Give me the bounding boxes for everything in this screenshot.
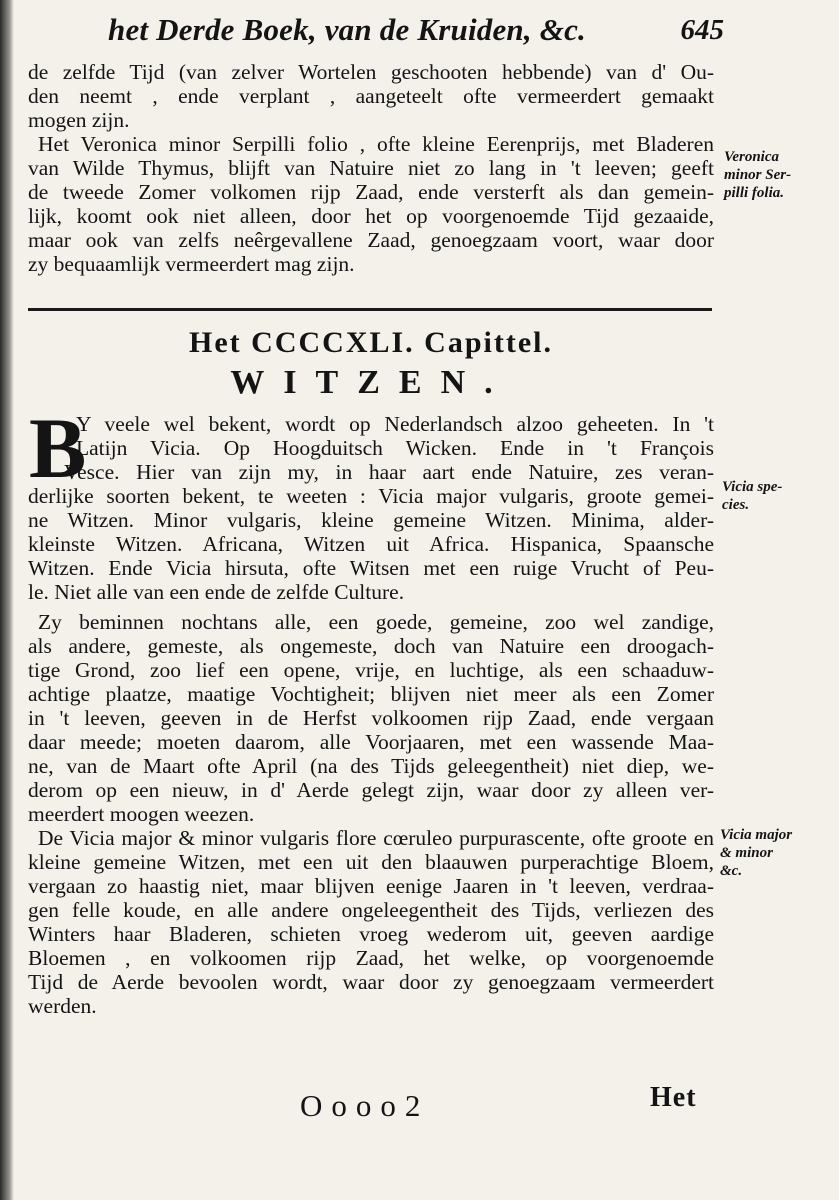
- text-line: zy bequaamlijk vermeerdert mag zijn.: [28, 252, 355, 276]
- drop-cap: B: [29, 400, 87, 496]
- text-line: in 't leeven, geeven in de Herfst volkoomen rijp Zaad, ende vergaan: [28, 706, 714, 730]
- margin-note-veronica: [724, 148, 791, 202]
- text-line: kleine gemeine Witzen, met een uit den blaauwen purperachtige Bloem,: [28, 850, 714, 874]
- text-line: De Vicia major & minor vulgaris flore cœruleo purpurascente, ofte groote en: [38, 826, 714, 850]
- margin-note-line: Veronica: [724, 149, 780, 165]
- text-line: derom op een nieuw, in d' Aerde gelegt zijn, waar door zy alleen ver-: [28, 778, 714, 802]
- text-line: Bloemen , en volkoomen rijp Zaad, het welke, op voorgenoemde: [28, 946, 714, 970]
- margin-note-line: & minor: [720, 845, 773, 861]
- text-line: mogen zijn.: [28, 108, 130, 132]
- text-line: daar meede; moeten daarom, alle Voorjaaren, met een wassende Maa-: [28, 730, 714, 754]
- text-line: als andere, gemeste, als ongemeste, doch van Natuire een droogach-: [28, 634, 714, 658]
- text-line: Winters haar Bladeren, schieten vroeg wederom uit, geeven aardige: [28, 922, 714, 946]
- text-line: vergaan zo haastig niet, maar blijven eenige Jaaren in 't leeven, verdraa-: [28, 874, 714, 898]
- text-line: achtige plaatze, maatige Vochtigheit; blijven niet meer als een Zomer: [28, 682, 714, 706]
- section-divider: [28, 308, 712, 311]
- text-line: tige Grond, zoo lief een opene, vrije, en luchtige, als een schaaduw-: [28, 658, 714, 682]
- text-line: de tweede Zomer volkomen rijp Zaad, ende versterft als dan gemein-: [28, 180, 714, 204]
- text-line: van Wilde Thymus, blijft van Natuire niet zo lang in 't leeven; geeft: [28, 156, 714, 180]
- text-line: derlijke soorten bekent, te weeten : Vicia major vulgaris, groote gemei-: [28, 484, 714, 508]
- paragraph-2: [28, 610, 714, 826]
- running-title: het Derde Boek, van de Kruiden, &c.: [108, 12, 586, 47]
- margin-note-line: pilli folia.: [724, 185, 784, 201]
- margin-note-line: Vicia spe-: [722, 479, 783, 495]
- margin-note-line: &c.: [720, 863, 743, 879]
- text-line: meerdert moogen weezen.: [28, 802, 255, 826]
- text-line: kleinste Witzen. Africana, Witzen uit Africa. Hispanica, Spaansche: [28, 532, 714, 556]
- intro-text: [28, 60, 714, 276]
- chapter-title: WITZEN.: [230, 364, 512, 401]
- text-line: ne, van de Maart ofte April (na des Tijds geleegentheit) niet diep, we-: [28, 754, 714, 778]
- margin-note-line: Vicia major: [720, 827, 793, 843]
- catchword: Het: [650, 1082, 697, 1113]
- text-line: ne Witzen. Minor vulgaris, kleine gemeine Witzen. Minima, alder-: [28, 508, 714, 532]
- text-line: le. Niet alle van een ende de zelfde Culture.: [28, 580, 405, 604]
- text-line: den neemt , ende verplant , aangeteelt ofte vermeerdert gemaakt: [28, 84, 714, 108]
- text-line: Witzen. Ende Vicia hirsuta, ofte Witsen met een ruige Vrucht of Peu-: [28, 556, 714, 580]
- text-line: Y veele wel bekent, wordt op Nederlandsch alzoo geheeten. In 't: [76, 412, 714, 436]
- text-line: werden.: [28, 994, 97, 1018]
- paragraph-3: [28, 826, 714, 1018]
- text-line: Het Veronica minor Serpilli folio , ofte kleine Eerenprijs, met Bladeren: [38, 132, 714, 156]
- text-line: gen felle koude, en alle andere ongeleegentheit des Tijds, verliezen des: [28, 898, 714, 922]
- page-number: 645: [680, 14, 724, 46]
- chapter-heading: Het CCCCXLI. Capittel.: [189, 326, 553, 359]
- paragraph-1: [28, 412, 714, 604]
- page-header: [108, 12, 724, 56]
- margin-note-line: minor Ser-: [724, 167, 792, 183]
- margin-note-line: cies.: [722, 497, 750, 513]
- margin-note-vicia-major: [720, 826, 792, 880]
- page-gutter-shadow: [0, 0, 14, 1200]
- text-line: de zelfde Tijd (van zelver Wortelen geschooten hebbende) van d' Ou-: [28, 60, 714, 84]
- text-line: Vesce. Hier van zijn my, in haar aart ende Natuire, zes veran-: [64, 460, 714, 484]
- text-line: Latijn Vicia. Op Hoogduitsch Wicken. Ende in 't François: [76, 436, 714, 460]
- text-line: maar ook van zelfs neêrgevallene Zaad, genoegzaam voort, waar door: [28, 228, 714, 252]
- text-line: lijk, koomt ook niet alleen, door het op voorgenoemde Tijd gezaaide,: [28, 204, 714, 228]
- signature-mark: Oooo2: [300, 1088, 430, 1123]
- text-line: Zy beminnen nochtans alle, een goede, gemeine, zoo wel zandige,: [38, 610, 714, 634]
- margin-note-vicia-species: [722, 478, 782, 514]
- text-line: Tijd de Aerde bevoolen wordt, waar door zy genoegzaam vermeerdert: [28, 970, 714, 994]
